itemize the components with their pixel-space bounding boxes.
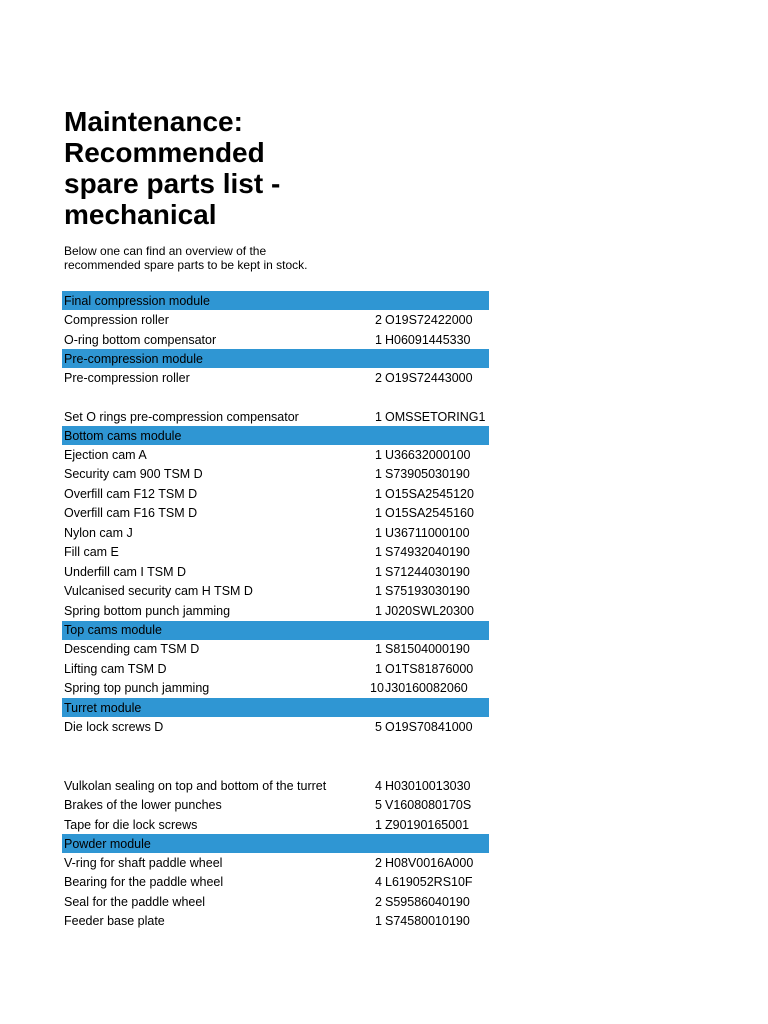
part-name: Set O rings pre-compression compensator [64, 410, 299, 424]
part-number: O19S72422000 [385, 313, 473, 327]
part-qty: 1 [375, 817, 382, 832]
part-name: Lifting cam TSM D [64, 661, 167, 676]
part-qty: 1 [375, 914, 382, 929]
table-row [62, 717, 489, 737]
part-qty: 1 [375, 525, 382, 540]
section-title: Turret module [64, 700, 142, 715]
part-name: Spring top punch jamming [64, 681, 210, 696]
part-number: U36632000100 [385, 447, 471, 462]
part-number: U36711000100 [385, 525, 470, 540]
part-qty: 1 [375, 486, 382, 501]
part-name: Nylon cam J [64, 525, 133, 540]
table-row [62, 640, 489, 660]
part-name: Vulkolan sealing on top and bottom of the turret [64, 779, 327, 793]
title-line: Maintenance: [64, 106, 243, 137]
table-row [62, 484, 489, 504]
table-row [62, 795, 489, 815]
part-number: O19S72443000 [385, 371, 473, 385]
part-qty: 1 [375, 332, 382, 347]
part-name: O-ring bottom compensator [64, 332, 217, 347]
table-row [62, 504, 489, 524]
section-header [62, 834, 489, 853]
section-title: Bottom cams module [64, 428, 182, 443]
part-name: Overfill cam F16 TSM D [64, 506, 198, 521]
part-number: Z90190165001 [385, 817, 470, 832]
table-row [62, 853, 489, 873]
section-header [62, 698, 489, 717]
part-name: V-ring for shaft paddle wheel [64, 855, 223, 870]
table-row [62, 679, 489, 699]
section-header [62, 349, 489, 368]
part-name: Compression roller [64, 313, 169, 327]
part-number: S74932040190 [385, 545, 470, 560]
part-qty: 4 [375, 779, 382, 793]
part-name: Underfill cam I TSM D [64, 564, 187, 579]
page-title [64, 106, 384, 230]
section-title: Final compression module [64, 293, 210, 308]
section-header [62, 291, 489, 310]
part-name: Overfill cam F12 TSM D [64, 486, 198, 501]
part-name: Vulcanised security cam H TSM D [64, 584, 253, 599]
part-qty: 1 [375, 603, 382, 618]
section-header [62, 621, 489, 640]
part-qty: 1 [375, 545, 382, 560]
part-name: Feeder base plate [64, 914, 165, 929]
part-qty: 1 [375, 447, 382, 462]
part-number: H08V0016A000 [385, 855, 474, 870]
part-qty: 2 [375, 894, 382, 909]
part-number: S73905030190 [385, 467, 470, 482]
part-number: OMSSETORING1 [385, 410, 486, 424]
intro-text: Below one can find an overview of the recommended spare parts to be kept in stock. [64, 244, 308, 272]
part-number: J30160082060 [385, 681, 468, 696]
table-row [62, 465, 489, 485]
table-row [62, 892, 489, 912]
part-number: O1TS81876000 [385, 661, 474, 676]
part-name: Fill cam E [64, 545, 119, 560]
part-number: O15SA2545120 [385, 486, 474, 501]
table-row [62, 445, 489, 465]
table-row [62, 912, 489, 932]
part-name: Security cam 900 TSM D [64, 467, 203, 482]
part-number: H06091445330 [385, 332, 471, 347]
section-title: Top cams module [64, 623, 162, 637]
part-qty: 2 [375, 313, 382, 327]
part-number: S74580010190 [385, 914, 470, 929]
part-name: Die lock screws D [64, 720, 164, 734]
part-name: Bearing for the paddle wheel [64, 875, 224, 890]
part-qty: 2 [375, 855, 382, 870]
table-row [62, 310, 489, 330]
table-row [62, 388, 489, 426]
part-qty: 2 [375, 371, 382, 385]
part-name: Ejection cam A [64, 447, 147, 462]
table-row [62, 737, 489, 795]
part-number: S81504000190 [385, 642, 470, 657]
part-number: O19S70841000 [385, 720, 473, 734]
title-line: mechanical [64, 199, 217, 230]
table-row [62, 659, 489, 679]
table-row [62, 523, 489, 543]
part-qty: 1 [375, 564, 382, 579]
part-number: S75193030190 [385, 584, 470, 599]
spare-parts-table [62, 291, 489, 931]
part-qty: 10 [370, 681, 384, 696]
part-name: Tape for die lock screws [64, 817, 198, 832]
part-number: L619052RS10F [385, 875, 473, 890]
table-row [62, 543, 489, 563]
part-name: Brakes of the lower punches [64, 798, 222, 812]
title-line: Recommended [64, 137, 265, 168]
table-row [62, 562, 489, 582]
part-qty: 1 [375, 661, 382, 676]
section-title: Powder module [64, 836, 151, 851]
table-row [62, 873, 489, 893]
section-title: Pre-compression module [64, 351, 203, 366]
part-number: H03010013030 [385, 779, 471, 793]
part-number: J020SWL20300 [385, 603, 474, 618]
table-row [62, 815, 489, 834]
title-line: spare parts list - [64, 168, 281, 199]
part-name: Pre-compression roller [64, 371, 190, 385]
part-number: O15SA2545160 [385, 506, 474, 521]
table-row [62, 330, 489, 349]
part-qty: 1 [375, 410, 382, 424]
part-number: S59586040190 [385, 894, 470, 909]
table-row [62, 601, 489, 621]
part-qty: 1 [375, 467, 382, 482]
part-qty: 4 [375, 875, 382, 890]
table-row [62, 368, 489, 388]
part-name: Descending cam TSM D [64, 642, 200, 657]
part-qty: 1 [375, 506, 382, 521]
part-qty: 1 [375, 642, 382, 657]
section-header [62, 426, 489, 445]
table-row [62, 582, 489, 602]
part-name: Spring bottom punch jamming [64, 603, 231, 618]
part-qty: 1 [375, 584, 382, 599]
part-number: V1608080170S [385, 798, 472, 812]
part-qty: 5 [375, 720, 382, 734]
part-number: S71244030190 [385, 564, 470, 579]
part-qty: 5 [375, 798, 382, 812]
part-name: Seal for the paddle wheel [64, 894, 206, 909]
